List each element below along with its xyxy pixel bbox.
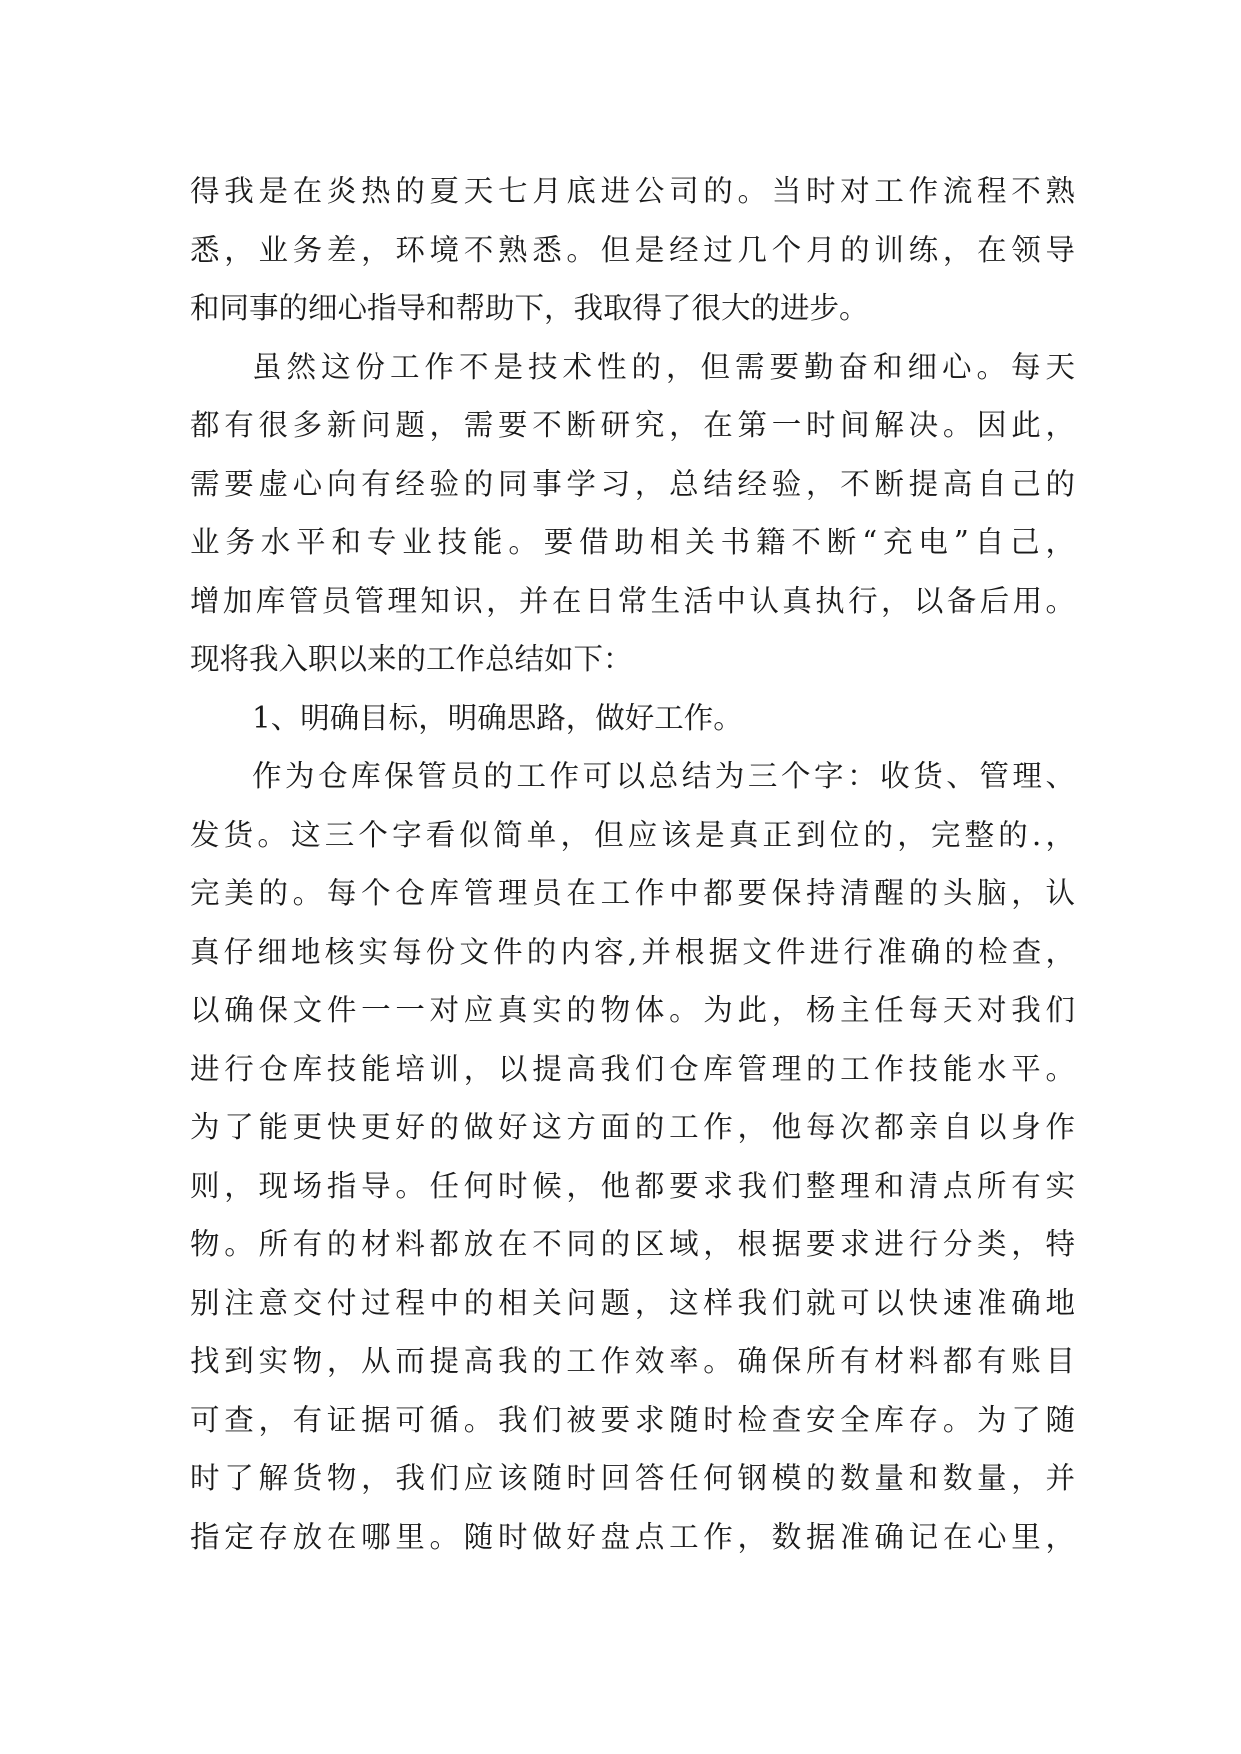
text-line: 完美的。每个仓库管理员在工作中都要保持清醒的头脑，认 <box>190 876 1075 910</box>
text-line: 以确保文件一一对应真实的物体。为此，杨主任每天对我们 <box>190 993 1075 1027</box>
paragraph-first-line: 作为仓库保管员的工作可以总结为三个字：收货、管理、 <box>252 759 1075 793</box>
text-line: 现将我入职以来的工作总结如下： <box>190 642 633 676</box>
text-line: 业务水平和专业技能。要借助相关书籍不断“充电”自己， <box>190 525 1075 559</box>
text-line: 指定存放在哪里。随时做好盘点工作，数据准确记在心里， <box>190 1519 1075 1554</box>
text-line: 为了能更快更好的做好这方面的工作，他每次都亲自以身作 <box>190 1110 1075 1144</box>
text-line: 则，现场指导。任何时候，他都要求我们整理和清点所有实 <box>190 1168 1075 1203</box>
section-heading: 1、明确目标，明确思路，做好工作。 <box>252 700 743 735</box>
text-line: 时了解货物，我们应该随时回答任何钢模的数量和数量，并 <box>190 1461 1075 1495</box>
text-line: 物。所有的材料都放在不同的区域，根据要求进行分类，特 <box>190 1227 1075 1261</box>
text-line: 别注意交付过程中的相关问题，这样我们就可以快速准确地 <box>190 1285 1075 1320</box>
text-line: 找到实物，从而提高我的工作效率。确保所有材料都有账目 <box>190 1344 1075 1378</box>
text-line: 得我是在炎热的夏天七月底进公司的。当时对工作流程不熟 <box>190 174 1075 208</box>
paragraph-first-line: 虽然这份工作不是技术性的，但需要勤奋和细心。每天 <box>252 349 1075 384</box>
document-body <box>190 162 1075 1566</box>
text-line: 可查，有证据可循。我们被要求随时检查安全库存。为了随 <box>190 1402 1075 1437</box>
text-line: 悉，业务差，环境不熟悉。但是经过几个月的训练，在领导 <box>190 232 1075 267</box>
text-line: 发货。这三个字看似简单，但应该是真正到位的，完整的.， <box>190 817 1075 852</box>
text-line: 进行仓库技能培训，以提高我们仓库管理的工作技能水平。 <box>190 1051 1075 1086</box>
text-line: 都有很多新问题，需要不断研究，在第一时间解决。因此， <box>190 408 1075 442</box>
text-line: 真仔细地核实每份文件的内容,并根据文件进行准确的检查， <box>190 934 1075 969</box>
text-line: 和同事的细心指导和帮助下，我取得了很大的进步。 <box>190 291 869 325</box>
text-line: 需要虚心向有经验的同事学习，总结经验，不断提高自己的 <box>190 466 1075 501</box>
text-line: 增加库管员管理知识，并在日常生活中认真执行，以备后用。 <box>190 583 1075 618</box>
